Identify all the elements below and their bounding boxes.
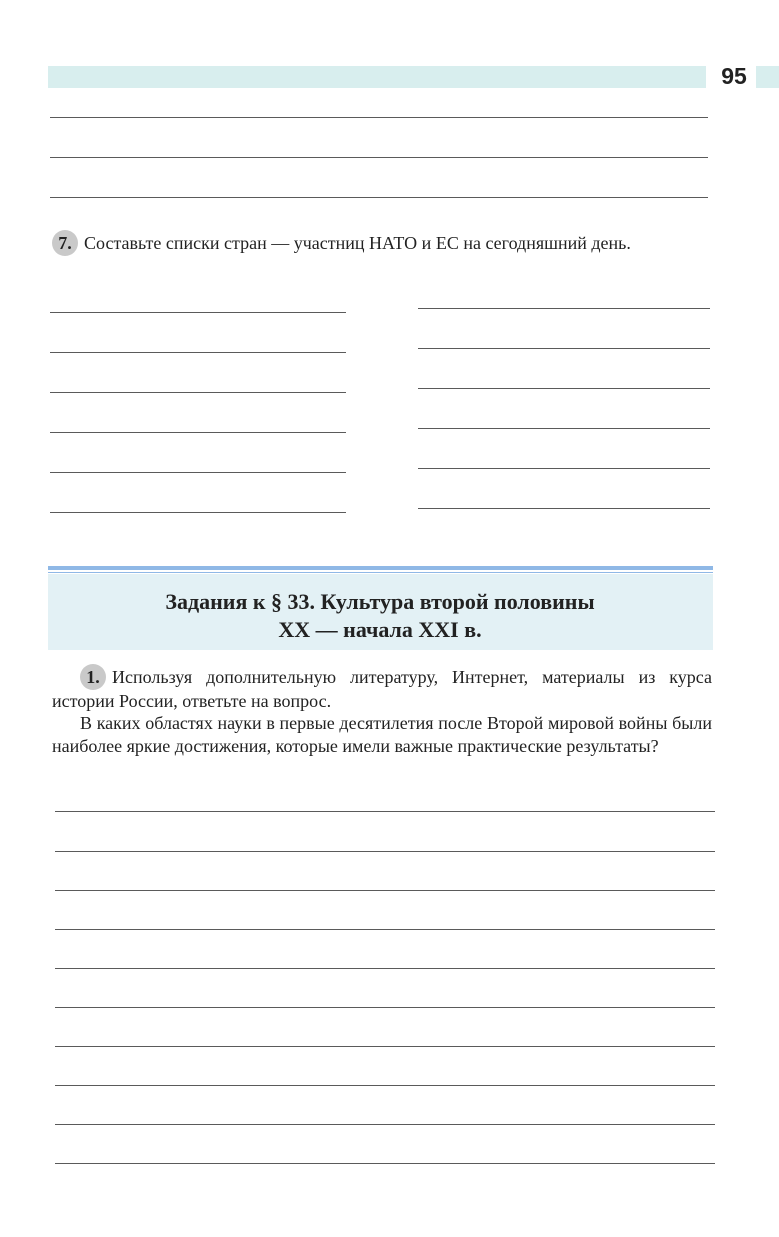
answer-line[interactable] <box>50 312 346 313</box>
answer-line[interactable] <box>55 1007 715 1008</box>
answer-line[interactable] <box>55 1124 715 1125</box>
answer-line[interactable] <box>50 352 346 353</box>
answer-line[interactable] <box>50 472 346 473</box>
task-1-text-p1: Используя дополнительную литературу, Интернет, материалы из курса истории России, ответьте на вопрос. <box>52 667 712 711</box>
answer-line[interactable] <box>50 512 346 513</box>
task-number-badge: 1. <box>80 664 106 690</box>
answer-line[interactable] <box>50 157 708 158</box>
answer-line[interactable] <box>418 388 710 389</box>
answer-line[interactable] <box>55 1085 715 1086</box>
answer-line[interactable] <box>418 348 710 349</box>
answer-line[interactable] <box>55 890 715 891</box>
answer-line[interactable] <box>50 197 708 198</box>
section-rule <box>48 566 713 570</box>
answer-line[interactable] <box>55 968 715 969</box>
answer-line[interactable] <box>418 428 710 429</box>
section-title-line-2: XX — начала XXI в. <box>278 617 482 642</box>
header-strip <box>48 66 706 88</box>
answer-line[interactable] <box>55 811 715 812</box>
answer-line[interactable] <box>50 117 708 118</box>
answer-line[interactable] <box>50 432 346 433</box>
answer-line[interactable] <box>55 851 715 852</box>
answer-line[interactable] <box>50 392 346 393</box>
answer-line[interactable] <box>55 1046 715 1047</box>
header-strip-right <box>756 66 779 88</box>
task-1-text-p2: В каких областях науки в первые десятилетия после Второй мировой войны были наиболее яркие достижения, которые имели важные практические результаты? <box>52 713 712 756</box>
section-rule-thin <box>48 572 713 573</box>
task-1-question <box>52 712 712 758</box>
task-7-text: Составьте списки стран — участниц НАТО и ЕС на сегодняшний день. <box>84 233 631 253</box>
answer-line[interactable] <box>418 468 710 469</box>
section-title <box>60 588 700 644</box>
answer-line[interactable] <box>55 1163 715 1164</box>
answer-line[interactable] <box>418 308 710 309</box>
task-number-badge: 7. <box>52 230 78 256</box>
page-number: 95 <box>721 63 747 89</box>
answer-line[interactable] <box>418 508 710 509</box>
section-title-line-1: Задания к § 33. Культура второй половины <box>165 589 595 614</box>
answer-line[interactable] <box>55 929 715 930</box>
task-1 <box>52 664 712 713</box>
task-7 <box>52 230 708 256</box>
